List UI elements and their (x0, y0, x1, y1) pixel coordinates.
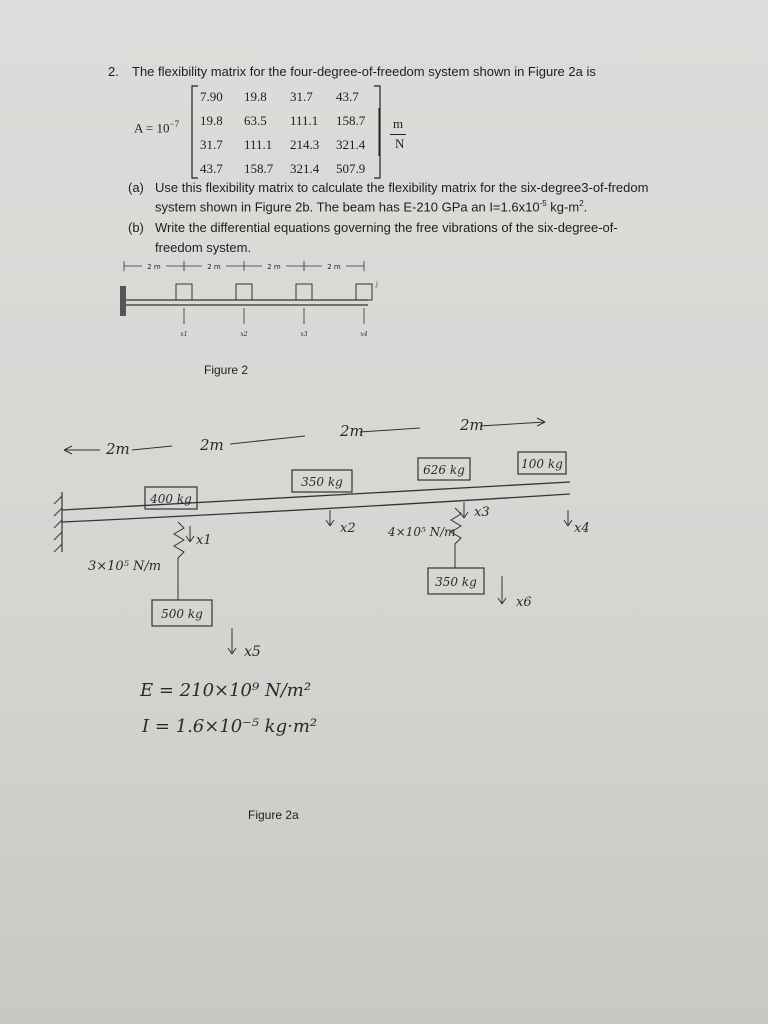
figure-2a-dim-1: 2m (106, 440, 130, 458)
figure-2a-mass-6: 350 kg (435, 575, 477, 589)
problem-number: 2. (108, 64, 119, 79)
matrix-cell: 63.5 (244, 113, 267, 128)
matrix-cell: 214.3 (290, 137, 320, 152)
matrix-cell: 31.7 (200, 137, 223, 152)
figure-2a-dof-x5: x5 (244, 644, 261, 660)
figure-2-dof-x4: x4 (360, 331, 368, 338)
figure-2-diagram (118, 258, 388, 348)
figure-2a-mass-3: 626 kg (423, 463, 465, 477)
part-b-line2: freedom system. (155, 240, 252, 255)
matrix-cell: 321.4 (290, 161, 320, 176)
figure-2a-dim-4: 2m (460, 416, 484, 434)
figure-2a-spring-1: 3×10⁵ N/m (88, 559, 162, 574)
svg-text:j: j (376, 281, 378, 288)
matrix-cell: 111.1 (290, 113, 319, 128)
matrix-label: $A = 10^{-7}$ (134, 119, 180, 136)
figure-2-dim-2: 2 m (207, 263, 221, 271)
matrix-cell: 158.7 (336, 113, 366, 128)
figure-2a-dof-x3: x3 (474, 505, 490, 520)
part-a-line2: system shown in Figure 2b. The beam has E-210 GPa an $I=1.6x10^{-5}$ $kg-m^2$. (155, 199, 588, 215)
figure-2-dof-x1: x1 (180, 331, 188, 338)
figure-2a-dof-x1: x1 (196, 533, 212, 548)
part-a-label: (a) (128, 180, 144, 195)
matrix-cell: 31.7 (290, 89, 313, 104)
figure-2-dof-x2: x2 (240, 331, 248, 338)
matrix-cell: 111.1 (244, 137, 273, 152)
figure-2a-sketch (40, 400, 620, 630)
figure-2a-mass-2: 350 kg (301, 475, 343, 489)
figure-2-dof-x3: x3 (300, 331, 308, 338)
matrix-cell: 19.8 (200, 113, 223, 128)
matrix-cell: 507.9 (336, 161, 366, 176)
figure-2a-dof-x2: x2 (340, 521, 356, 536)
matrix-cell: 43.7 (336, 89, 359, 104)
units-numerator: m (393, 116, 404, 131)
figure-2a-spring-2: 4×10⁵ N/m (388, 525, 456, 539)
figure-2a-mass-4: 100 kg (521, 457, 563, 471)
matrix-cell: 7.90 (200, 89, 223, 104)
units-fraction-bar (390, 134, 406, 135)
problem-intro: The flexibility matrix for the four-degree-of-freedom system shown in Figure 2a is (132, 64, 596, 79)
matrix-cell: 19.8 (244, 89, 267, 104)
figure-2a-mass-1: 400 kg (150, 492, 192, 506)
part-a-line1: Use this flexibility matrix to calculate the flexibility matrix for the six-degree3-of-fredom (155, 180, 649, 195)
figure-2a-dof-x6: x6 (516, 595, 532, 610)
figure-2a-dof-x4: x4 (574, 521, 590, 536)
figure-2a-caption: Figure 2a (248, 808, 299, 822)
figure-2a-x5-arrow (200, 620, 320, 670)
figure-2-caption: Figure 2 (204, 363, 249, 377)
units-denominator: N (395, 136, 405, 151)
part-b-line1: Write the differential equations governing the free vibrations of the six-degree-of- (155, 220, 618, 235)
matrix-cell: 43.7 (200, 161, 223, 176)
figure-2-dim-4: 2 m (327, 263, 341, 271)
modulus-note: E = 210×10⁹ N/m² (140, 680, 312, 701)
figure-2-dim-3: 2 m (267, 263, 281, 271)
inertia-note: I = 1.6×10⁻⁵ kg·m² (142, 716, 318, 737)
matrix-cell: 158.7 (244, 161, 274, 176)
matrix-cell: 321.4 (336, 137, 366, 152)
figure-2a-dim-3: 2m (340, 422, 364, 440)
figure-2a-dim-2: 2m (200, 436, 224, 454)
part-b-label: (b) (128, 220, 144, 235)
figure-2a-mass-5: 500 kg (161, 607, 203, 621)
figure-2-dim-1: 2 m (147, 263, 161, 271)
